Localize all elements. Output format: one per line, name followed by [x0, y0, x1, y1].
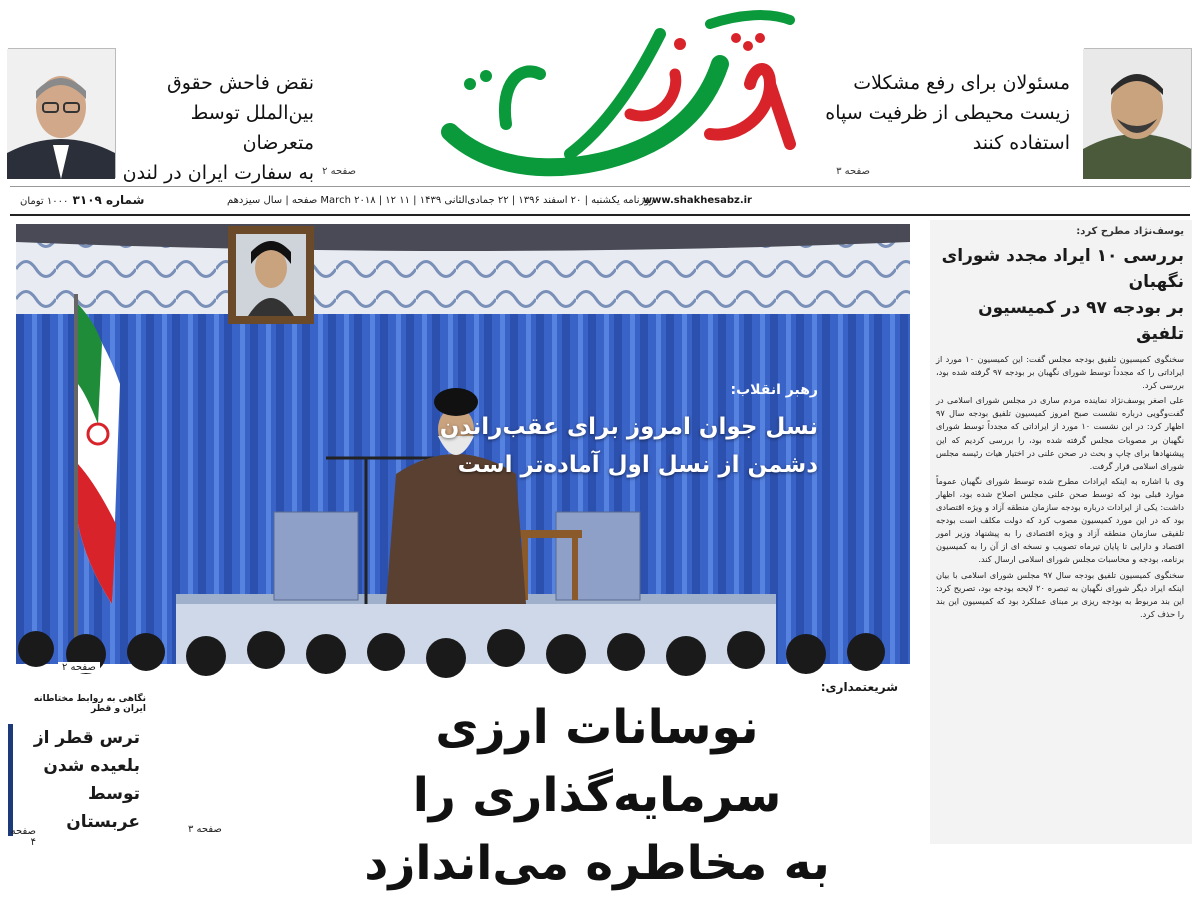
headline-line: دشمن از نسل اول آماده‌تر است: [457, 452, 818, 478]
headline-line: استفاده کنند: [972, 132, 1070, 154]
headline-line: توسط عربستان: [66, 784, 140, 832]
issue-price: ۱۰۰۰ تومان: [20, 196, 69, 207]
headline-line: بلعیده شدن: [43, 756, 140, 776]
lead-headline[interactable]: [292, 694, 902, 898]
teaser-portrait-left: [8, 48, 116, 178]
teaser-right[interactable]: [802, 42, 1192, 182]
box-headline: [8, 724, 146, 836]
issue-date-info: روزنامه یکشنبه | ۲۰ اسفند ۱۳۹۶ | ۲۲ جمادی‌الثانی ۱۴۳۹ | ۱۱ March ۲۰۱۸ | ۱۲ صفحه | سال سیزدهم: [226, 195, 654, 206]
headline-line: نوسانات ارزی سرمایه‌گذاری را: [412, 700, 782, 823]
photo-kicker: رهبر انقلاب:: [730, 382, 818, 398]
page-reference: صفحه ۴: [10, 826, 36, 848]
teaser-right-headline: [810, 68, 1070, 158]
right-column-article[interactable]: [930, 220, 1192, 844]
headline-line: به سفارت ایران در لندن: [122, 162, 314, 184]
masthead: [0, 0, 1200, 207]
teaser-left-headline: [114, 68, 314, 188]
page-reference: صفحه ۳: [836, 166, 870, 177]
website-link[interactable]: www.shakhesabz.ir: [642, 195, 752, 206]
headline-line: ترس قطر از: [33, 728, 140, 748]
headline-line: بین‌الملل توسط متعرضان: [190, 102, 314, 154]
article-kicker: یوسف‌نژاد مطرح کرد:: [1076, 226, 1184, 237]
article-body: [936, 353, 1184, 621]
newspaper-logo[interactable]: [410, 4, 800, 186]
lead-kicker: شریعتمداری:: [820, 680, 898, 694]
dateline-bar: [10, 186, 1190, 216]
page-reference: صفحه ۲: [322, 166, 356, 177]
teaser-portrait-right: [1084, 48, 1192, 178]
page-reference: صفحه ۳: [188, 824, 222, 835]
logo-calligraphy-icon: [410, 4, 800, 186]
left-teaser-box[interactable]: [8, 694, 146, 848]
headline-line: نقض فاحش حقوق: [166, 72, 314, 94]
headline-line: نسل جوان امروز برای عقب‌راندن: [439, 414, 818, 440]
headline-line: مسئولان برای رفع مشکلات: [853, 72, 1070, 94]
teaser-left[interactable]: [8, 42, 398, 182]
headline-line: به مخاطره می‌اندازد: [364, 836, 830, 891]
article-headline: [936, 243, 1184, 347]
page-reference: صفحه ۲: [58, 662, 100, 673]
box-kicker: نگاهی به روابط مختاطانه ایران و قطر: [33, 694, 146, 714]
headline-line: زیست محیطی از ظرفیت سپاه: [825, 102, 1070, 124]
headline-line: بررسی ۱۰ ایراد مجدد شورای نگهبان: [941, 246, 1184, 292]
headline-line: بر بودجه ۹۷ در کمیسیون تلفیق: [978, 298, 1184, 344]
article-paragraph: علی اصغر یوسف‌نژاد نماینده مردم ساری در مجلس شورای اسلامی در گفت‌وگویی درباره نشست صبح امروز کمیسیون تلفیق بودجه سال ۹۷ اظهار کرد: در این نشست ۱۰ مورد از ایراداتی که مجدداً توسط شورای نگهبان بر مصوبات مجلس گرفته شده بود، را بررسی کردیم که این پیشنهادها برای چاپ و بحث در صحن علنی در اختیار هیات رئیسه مجلس شورای اسلامی قرار گرفت.: [936, 395, 1184, 471]
issue-number: [20, 193, 144, 207]
main-photo[interactable]: [16, 224, 910, 664]
article-paragraph: وی با اشاره به اینکه ایرادات مطرح شده توسط شورای نگهبان عموماً موارد قبلی بود که توسط صحن علنی مجلس اصلاح شده بود، اظهار داشت: یکی از ایرادات درباره بودجه سازمان منطقه آزاد و ویژه اقتصادی بود که در این مورد کمیسیون مصوب کرد که دولت مکلف است بودجه تلفیقی سازمان منطقه آزاد و ویژه اقتصادی را به پیشنهاد وزیر امور اقتصاد و دارایی تا پایان تیرماه تصویب و نسخه ای از آن را به کمیسیون برنامه، بودجه و محاسبات مجلس شورای اسلامی ارسال کند.: [936, 475, 1184, 565]
article-paragraph: سخنگوی کمیسیون تلفیق بودجه مجلس گفت: این کمیسیون ۱۰ مورد از ایراداتی را که مجدداً توسط شورای نگهبان بر بودجه ۹۷ گرفته شده بود، بررسی کرد.: [936, 354, 1184, 391]
article-paragraph: سخنگوی کمیسیون تلفیق بودجه سال ۹۷ مجلس شورای اسلامی با بیان اینکه ایراد دیگر شورای نگهبان به تبصره ۲۰ لایحه بودجه بود، تصریح کرد: این بند مربوط به بودجه ریزی بر مبنای عملکرد بود که کمیسیون این بند را حذف کرد.: [936, 569, 1184, 619]
photo-headline: [438, 408, 818, 484]
issue-label: شماره ۳۱۰۹: [72, 193, 145, 207]
